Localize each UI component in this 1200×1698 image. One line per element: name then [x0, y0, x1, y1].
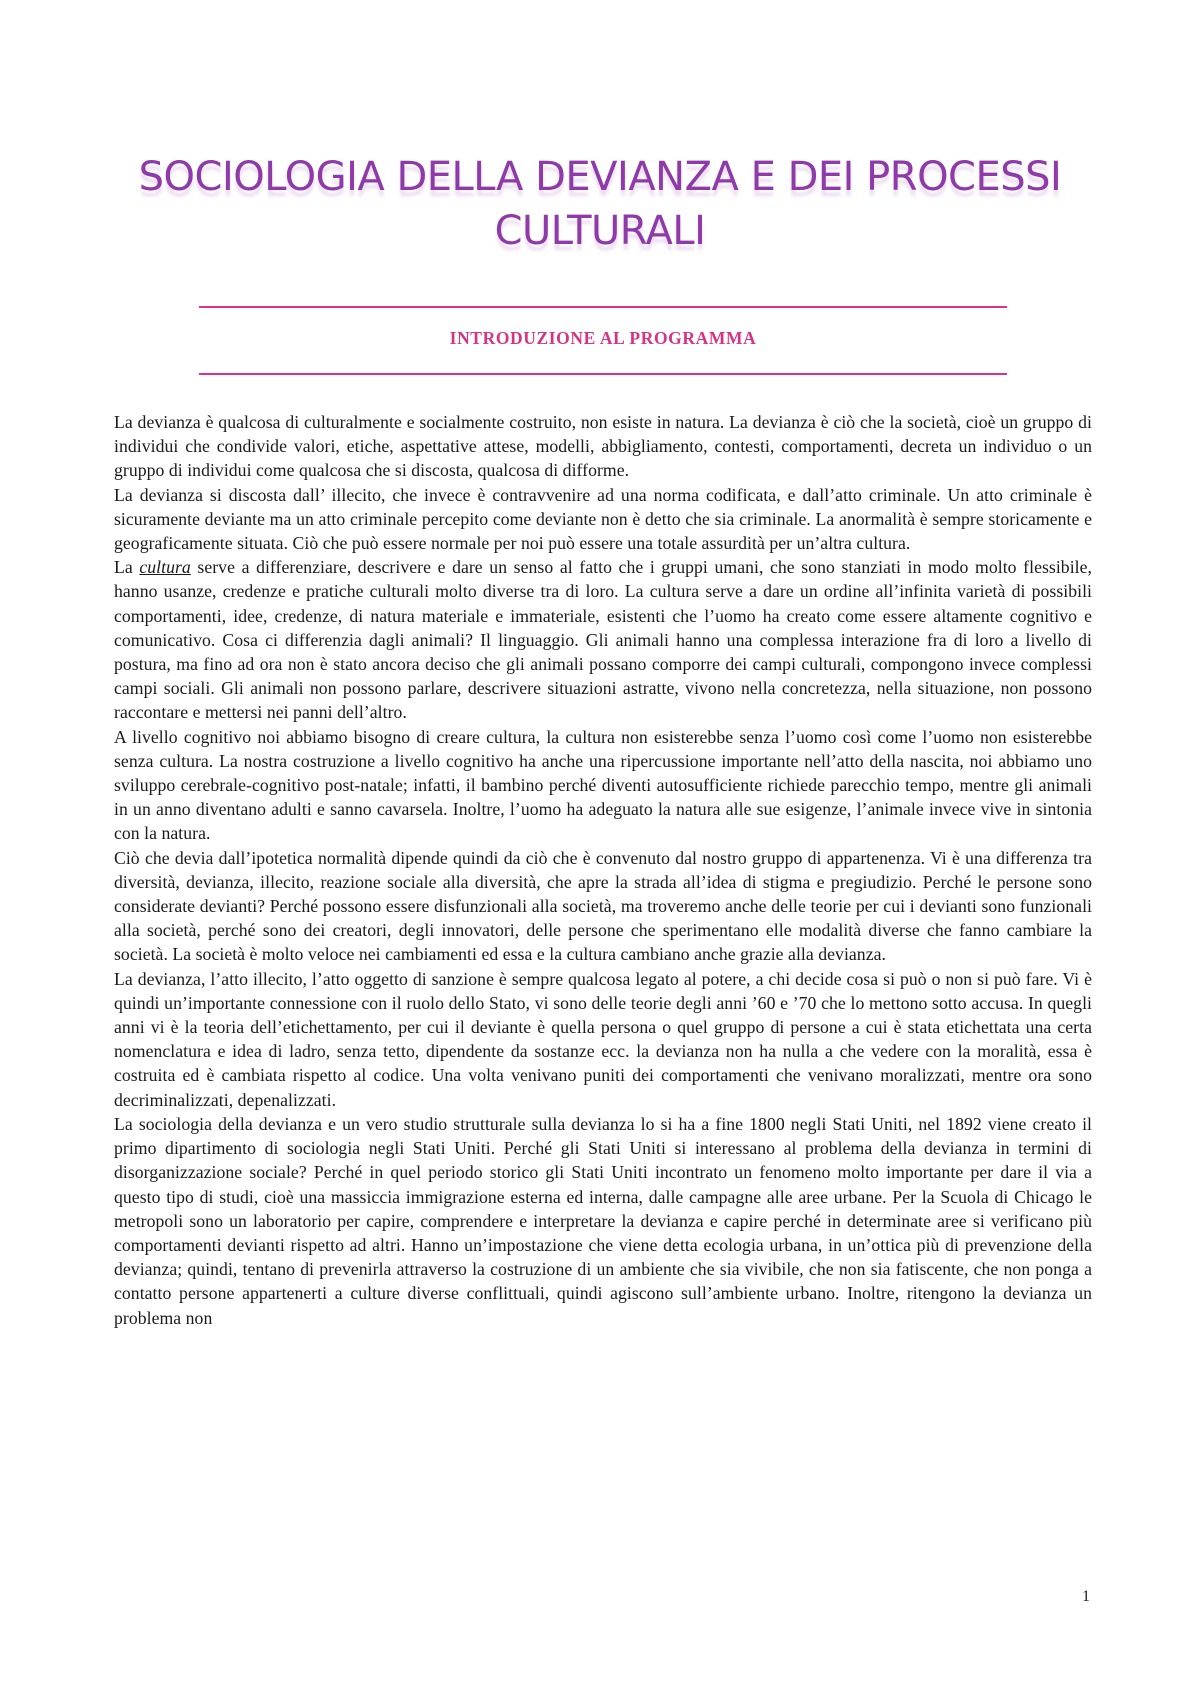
- emphasized-term-cultura: cultura: [139, 557, 191, 578]
- paragraph-5: Ciò che devia dall’ipotetica normalità dipende quindi da ciò che è convenuto dal nostro gruppo di appartenenza. Vi è una differenza tra diversità, devianza, illecito, reazione sociale alla diversità, che apre la strada all’idea di stigma e pregiudizio. Perché le persone sono considerate devianti? Perché possono essere disfunzionali alla società, ma troveremo anche delle teorie per cui i devianti sono funzionali alla società, perché sono dei creatori, degli innovatori, delle persone che sperimentano elle modalità diverse che fanno cambiare la società. La società è molto veloce nei cambiamenti ed essa e la cultura cambiano anche grazie alla devianza.: [114, 847, 1092, 965]
- document-body: [114, 410, 1092, 1330]
- paragraph-2: La devianza si discosta dall’ illecito, che invece è contravvenire ad una norma codificata, e dall’atto criminale. Un atto criminale è sicuramente deviante ma un atto criminale percepito come deviante non è detto che sia criminale. La anormalità è sempre storicamente e geograficamente situata. Ciò che può essere normale per noi può essere una totale assurdità per un’altra cultura.: [114, 484, 1092, 554]
- paragraph-7: La sociologia della devianza e un vero studio strutturale sulla devianza lo si ha a fine 1800 negli Stati Uniti, nel 1892 viene creato il primo dipartimento di sociologia negli Stati Uniti. Perché gli Stati Uniti si interessano al problema della devianza in termini di disorganizzazione sociale? Perché in quel periodo storico gli Stati Uniti incontrato un fenomeno molto importante per dare il via a questo tipo di studi, cioè una massiccia immigrazione esterna ed interna, dalle campagne alle aree urbane. Per la Scuola di Chicago le metropoli sono un laboratorio per capire, comprendere e interpretare la devianza e capire perché in determinate aree si verificano più comportamenti devianti rispetto ad altri. Hanno un’impostazione che viene detta ecologia urbana, in un’ottica più di prevenzione della devianza; quindi, tentano di prevenirla attraverso la costruzione di un ambiente che sia vivibile, che non sia fatiscente, che non ponga a contatto persone appartenerti a culture diverse conflittuali, quindi agiscono sull’ambiente urbano. Inoltre, ritengono la devianza un problema non: [114, 1113, 1092, 1328]
- paragraph-3: [114, 555, 1092, 724]
- heading-bottom-rule: [199, 373, 1007, 375]
- paragraph-4: A livello cognitivo noi abbiamo bisogno di creare cultura, la cultura non esisterebbe senza l’uomo così come l’uomo non esisterebbe senza cultura. La nostra costruzione a livello cognitivo ha anche una ripercussione importante nell’atto della nascita, noi abbiamo uno sviluppo cerebrale-cognitivo post-natale; infatti, il bambino perché diventi autosufficiente richiede parecchio tempo, mentre gli animali in un anno diventano adulti e sanno cavarsela. Inoltre, l’uomo ha adeguato la natura alle sue esigenze, l’animale invece vive in sintonia con la natura.: [114, 726, 1092, 844]
- page-number: 1: [1082, 1588, 1090, 1605]
- document-title: SOCIOLOGIA DELLA DEVIANZA E DEI PROCESSI CULTURALI: [138, 154, 1062, 254]
- paragraph-1: La devianza è qualcosa di culturalmente e socialmente costruito, non esiste in natura. La devianza è ciò che la società, cioè un gruppo di individui che condivide valori, etiche, aspettative attese, modelli, abbigliamento, contesti, comportamenti, decreta un individuo o un gruppo di individui come qualcosa che si discosta, qualcosa di difforme.: [114, 412, 1092, 481]
- paragraph-6: La devianza, l’atto illecito, l’atto oggetto di sanzione è sempre qualcosa legato al potere, a chi decide cosa si può o non si può fare. Vi è quindi un’importante connessione con il ruolo dello Stato, vi sono delle teorie degli anni ’60 e ’70 che lo mettono sotto accusa. In quegli anni vi è la teoria dell’etichettamento, per cui il deviante è quella persona o quel gruppo di persone a cui è stata etichettata una certa nomenclatura e idea di ladro, senza tetto, dipendente da sostanze ecc. la devianza non ha nulla a che vedere con la moralità, essa è costruita ed è cambiata rispetto al codice. Una volta venivano puniti dei comportamenti che venivano moralizzati, mentre ora sono decriminalizzati, depenalizzati.: [114, 968, 1092, 1110]
- paragraph-3-rest: serve a differenziare, descrivere e dare un senso al fatto che i gruppi umani, che sono stanziati in modo molto flessibile, hanno usanze, credenze e pratiche culturali molto diverse tra di loro. La cultura serve a dare un ordine all’infinita varietà di possibili comportamenti, idee, credenze, di natura materiale e immateriale, esistenti che l’uomo ha creato come essere altamente cognitivo e comunicativo. Cosa ci differenzia dagli animali? Il linguaggio. Gli animali hanno una complessa interazione fra di loro a livello di postura, ma fino ad ora non è stato ancora deciso che gli animali possano comporre dei campi culturali, compongono invece complessi campi sociali. Gli animali non possono parlare, descrivere situazioni astratte, vivono nella concretezza, nella situazione, non possono raccontare e mettersi nei panni dell’altro.: [114, 557, 1092, 723]
- paragraph-3-start: La: [114, 557, 140, 578]
- heading-top-rule: [199, 306, 1007, 308]
- section-heading: INTRODUZIONE AL PROGRAMMA: [449, 328, 757, 348]
